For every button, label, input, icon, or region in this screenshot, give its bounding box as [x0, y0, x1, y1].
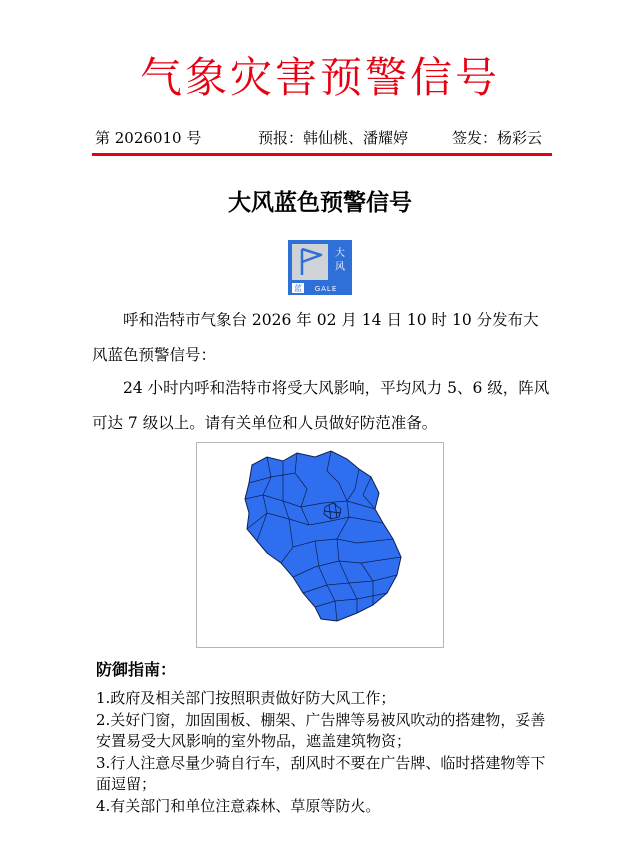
doc-number: 第 2026010 号: [95, 129, 202, 147]
warning-area-map: [196, 442, 444, 648]
guide-item: 4.有关部门和单位注意森林、草原等防火。: [96, 797, 381, 815]
forecasters: 预报：韩仙桃、潘耀婷: [258, 129, 409, 147]
document-title: 大风蓝色预警信号: [228, 189, 412, 216]
badge-label-1: 大: [335, 248, 345, 259]
intro-paragraph: 呼和浩特市气象台 2026 年 02 月 14 日 10 时 10 分发布大风蓝色预警信号：: [92, 311, 539, 364]
guide-list: [96, 688, 551, 818]
guide-item: 1.政府及相关部门按照职责做好防大风工作；: [96, 689, 396, 707]
forecast-paragraph: 24 小时内呼和浩特市将受大风影响，平均风力 5、6 级，阵风可达 7 级以上。请有关单位和人员做好防范准备。: [92, 379, 550, 432]
badge-level-label: 蓝: [294, 284, 302, 293]
guide-item: 2.关好门窗，加固围板、棚架、广告牌等易被风吹动的搭建物，妥善安置易受大风影响的室外物品，遮盖建筑物资；: [96, 711, 546, 750]
red-divider: [92, 153, 552, 156]
gale-blue-warning-icon: [288, 240, 352, 295]
guide-title: 防御指南：: [96, 660, 177, 679]
badge-en-label: GALE: [314, 285, 338, 293]
meta-row: [95, 127, 550, 149]
badge-label-2: 风: [335, 262, 345, 273]
header-title: 气象灾害预警信号: [139, 53, 500, 102]
guide-item: 3.行人注意尽量少骑自行车，刮风时不要在广告牌、临时搭建物等下面逗留；: [96, 754, 546, 793]
issuer: 签发：杨彩云: [452, 129, 543, 147]
